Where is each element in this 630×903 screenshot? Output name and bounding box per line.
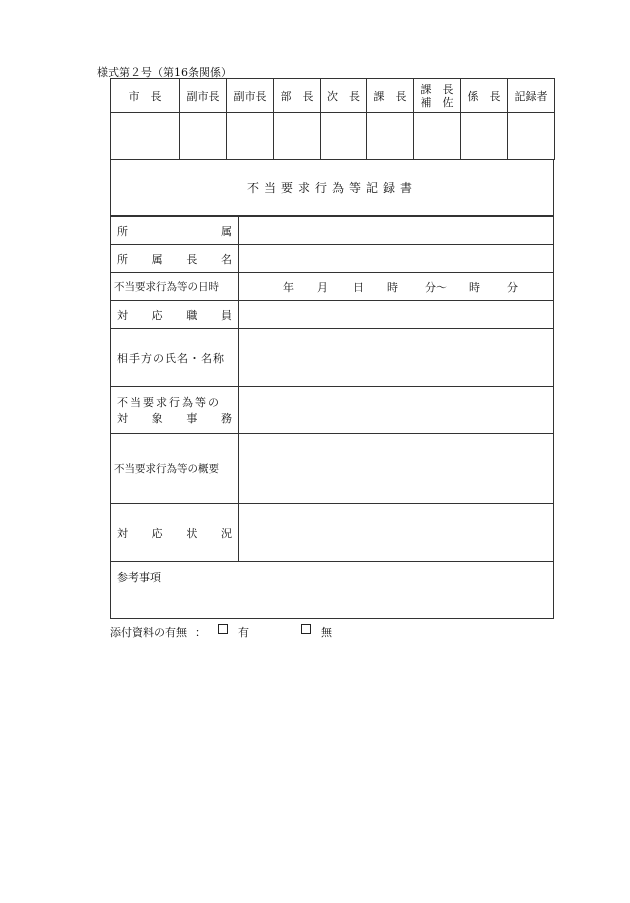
label-datetime: 不当要求行為等の日時 — [111, 273, 239, 301]
attachments-line — [110, 624, 332, 640]
field-status[interactable] — [239, 504, 554, 562]
datetime-day: 日 — [353, 280, 364, 294]
reference-label: 参考事項 — [117, 571, 161, 584]
header-vice-mayor-2: 副市長 — [227, 79, 274, 113]
field-datetime[interactable] — [239, 273, 554, 301]
datetime-hour-to: 時 — [469, 280, 480, 294]
seal-cell[interactable] — [227, 113, 274, 160]
approval-stamp-table — [110, 78, 555, 160]
record-table — [110, 216, 554, 562]
datetime-minute-to: 分 — [507, 280, 518, 294]
header-assistant-chief: 課 長 補 佐 — [414, 79, 461, 113]
row-counterparty — [111, 329, 554, 387]
seal-cell[interactable] — [111, 113, 180, 160]
seal-cell[interactable] — [180, 113, 227, 160]
header-director: 部 長 — [274, 79, 321, 113]
row-datetime — [111, 273, 554, 301]
row-staff — [111, 301, 554, 329]
field-affiliation[interactable] — [239, 217, 554, 245]
field-staff[interactable] — [239, 301, 554, 329]
header-deputy-director: 次 長 — [321, 79, 367, 113]
checkbox-yes-icon[interactable] — [218, 624, 228, 634]
field-target[interactable] — [239, 387, 554, 434]
row-status — [111, 504, 554, 562]
header-vice-mayor-1: 副市長 — [180, 79, 227, 113]
row-target — [111, 387, 554, 434]
document-title: 不当要求行為等記録書 — [110, 159, 554, 216]
row-affiliation — [111, 217, 554, 245]
field-counterparty[interactable] — [239, 329, 554, 387]
seal-cell[interactable] — [414, 113, 461, 160]
seal-cell[interactable] — [321, 113, 367, 160]
label-staff: 対 応 職 員 — [111, 301, 239, 329]
seal-cell[interactable] — [461, 113, 508, 160]
seal-cell[interactable] — [367, 113, 414, 160]
seal-cell[interactable] — [274, 113, 321, 160]
approval-header-row — [111, 79, 555, 113]
attachments-colon: ： — [195, 626, 206, 639]
label-summary: 不当要求行為等の概要 — [111, 434, 239, 504]
seal-cell[interactable] — [508, 113, 555, 160]
header-recorder: 記録者 — [508, 79, 555, 113]
field-summary[interactable] — [239, 434, 554, 504]
attachments-label: 添付資料の有無 — [110, 626, 187, 639]
header-section-chief: 課 長 — [367, 79, 414, 113]
datetime-hour: 時 — [387, 280, 398, 294]
header-mayor: 市 長 — [111, 79, 180, 113]
datetime-month: 月 — [317, 280, 328, 294]
label-target: 不当要求行為等の 対 象 事 務 — [111, 387, 239, 434]
row-chief-name — [111, 245, 554, 273]
header-subsection-chief: 係 長 — [461, 79, 508, 113]
datetime-minute-from: 分～ — [425, 280, 447, 294]
field-chief-name[interactable] — [239, 245, 554, 273]
option-no-label: 無 — [321, 626, 332, 639]
approval-seal-row — [111, 113, 555, 160]
datetime-year: 年 — [283, 280, 294, 294]
label-status: 対 応 状 況 — [111, 504, 239, 562]
label-chief-name: 所 属 長 名 — [111, 245, 239, 273]
option-yes-label: 有 — [238, 626, 249, 639]
row-summary — [111, 434, 554, 504]
label-counterparty: 相手方の氏名・名称 — [111, 329, 239, 387]
form-label: 様式第２号（第16条関係） — [97, 66, 232, 79]
reference-box[interactable] — [110, 561, 554, 619]
checkbox-no-icon[interactable] — [301, 624, 311, 634]
label-affiliation: 所 属 — [111, 217, 239, 245]
